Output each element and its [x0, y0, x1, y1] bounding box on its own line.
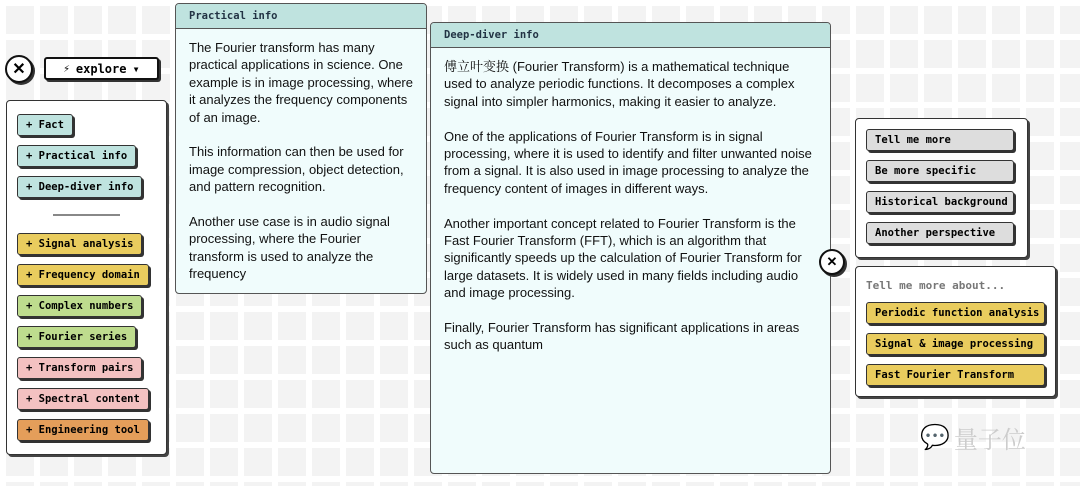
- close-icon: ✕: [12, 61, 26, 78]
- followup-button[interactable]: Another perspective: [866, 222, 1014, 244]
- paragraph: Another use case is in audio signal processing, where the Fourier transform is used to analyze the frequency: [189, 214, 390, 282]
- followup-button[interactable]: Be more specific: [866, 160, 1014, 182]
- followup-panel: [855, 118, 1028, 258]
- divider: [53, 214, 120, 216]
- explore-dropdown[interactable]: [44, 57, 159, 80]
- paragraph: One of the applications of Fourier Transform is in signal processing, where it is used to identify and filter unwanted noise from a signal. It is also used in image processing to analyze the frequency content of images in different ways.: [444, 128, 812, 196]
- tell-me-more-label: Tell me more about...: [866, 279, 1006, 292]
- sidebar-chip[interactable]: + Fact: [17, 114, 73, 136]
- sidebar-chip[interactable]: + Engineering tool: [17, 419, 149, 441]
- deep-diver-info-card: [430, 22, 831, 474]
- chevron-down-icon: ▾: [132, 61, 140, 76]
- explore-sidebar: [6, 100, 167, 455]
- paragraph: 傅立叶变换 (Fourier Transform) is a mathematical technique used to analyze periodic functions. It decomposes a complex signal into simpler harmonics, making it easier to analyze.: [444, 59, 795, 109]
- close-card-button[interactable]: [819, 249, 845, 275]
- sidebar-chip[interactable]: + Complex numbers: [17, 295, 142, 317]
- sidebar-chip[interactable]: + Signal analysis: [17, 233, 142, 255]
- watermark: 💬 量子位: [920, 424, 1026, 454]
- sidebar-chip[interactable]: + Spectral content: [17, 388, 149, 410]
- practical-info-card: [175, 3, 427, 294]
- sidebar-chip[interactable]: + Transform pairs: [17, 357, 142, 379]
- topic-button[interactable]: Fast Fourier Transform: [866, 364, 1045, 386]
- followup-button[interactable]: Tell me more: [866, 129, 1014, 151]
- close-icon: ✕: [826, 254, 838, 269]
- sidebar-chip[interactable]: + Fourier series: [17, 326, 136, 348]
- card-title: Practical info: [176, 4, 426, 29]
- wechat-icon: 💬: [920, 424, 950, 451]
- sidebar-chip[interactable]: + Practical info: [17, 145, 136, 167]
- followup-button[interactable]: Historical background: [866, 191, 1014, 213]
- sidebar-chip[interactable]: + Frequency domain: [17, 264, 149, 286]
- explore-label: explore: [75, 61, 127, 76]
- lightning-icon: ⚡: [63, 62, 70, 75]
- paragraph: Another important concept related to Fourier Transform is the Fast Fourier Transform (FFT), which is an algorithm that significantly speeds up the calculation of Fourier Transform for large datasets. It is widely used in many fields including audio and image processing.: [444, 215, 802, 301]
- paragraph: Finally, Fourier Transform has significant applications in areas such as quantum: [444, 320, 800, 353]
- topic-button[interactable]: Signal & image processing: [866, 333, 1045, 355]
- tell-me-more-panel: [855, 266, 1056, 397]
- paragraph: This information can then be used for image compression, object detection, and pattern recognition.: [189, 144, 404, 195]
- paragraph: The Fourier transform has many practical applications in science. One example is in image processing, where it analyzes the frequency components of an image.: [189, 40, 413, 125]
- topic-button[interactable]: Periodic function analysis: [866, 302, 1045, 324]
- close-button[interactable]: [5, 55, 33, 83]
- sidebar-chip[interactable]: + Deep-diver info: [17, 176, 142, 198]
- card-title: Deep-diver info: [431, 23, 830, 48]
